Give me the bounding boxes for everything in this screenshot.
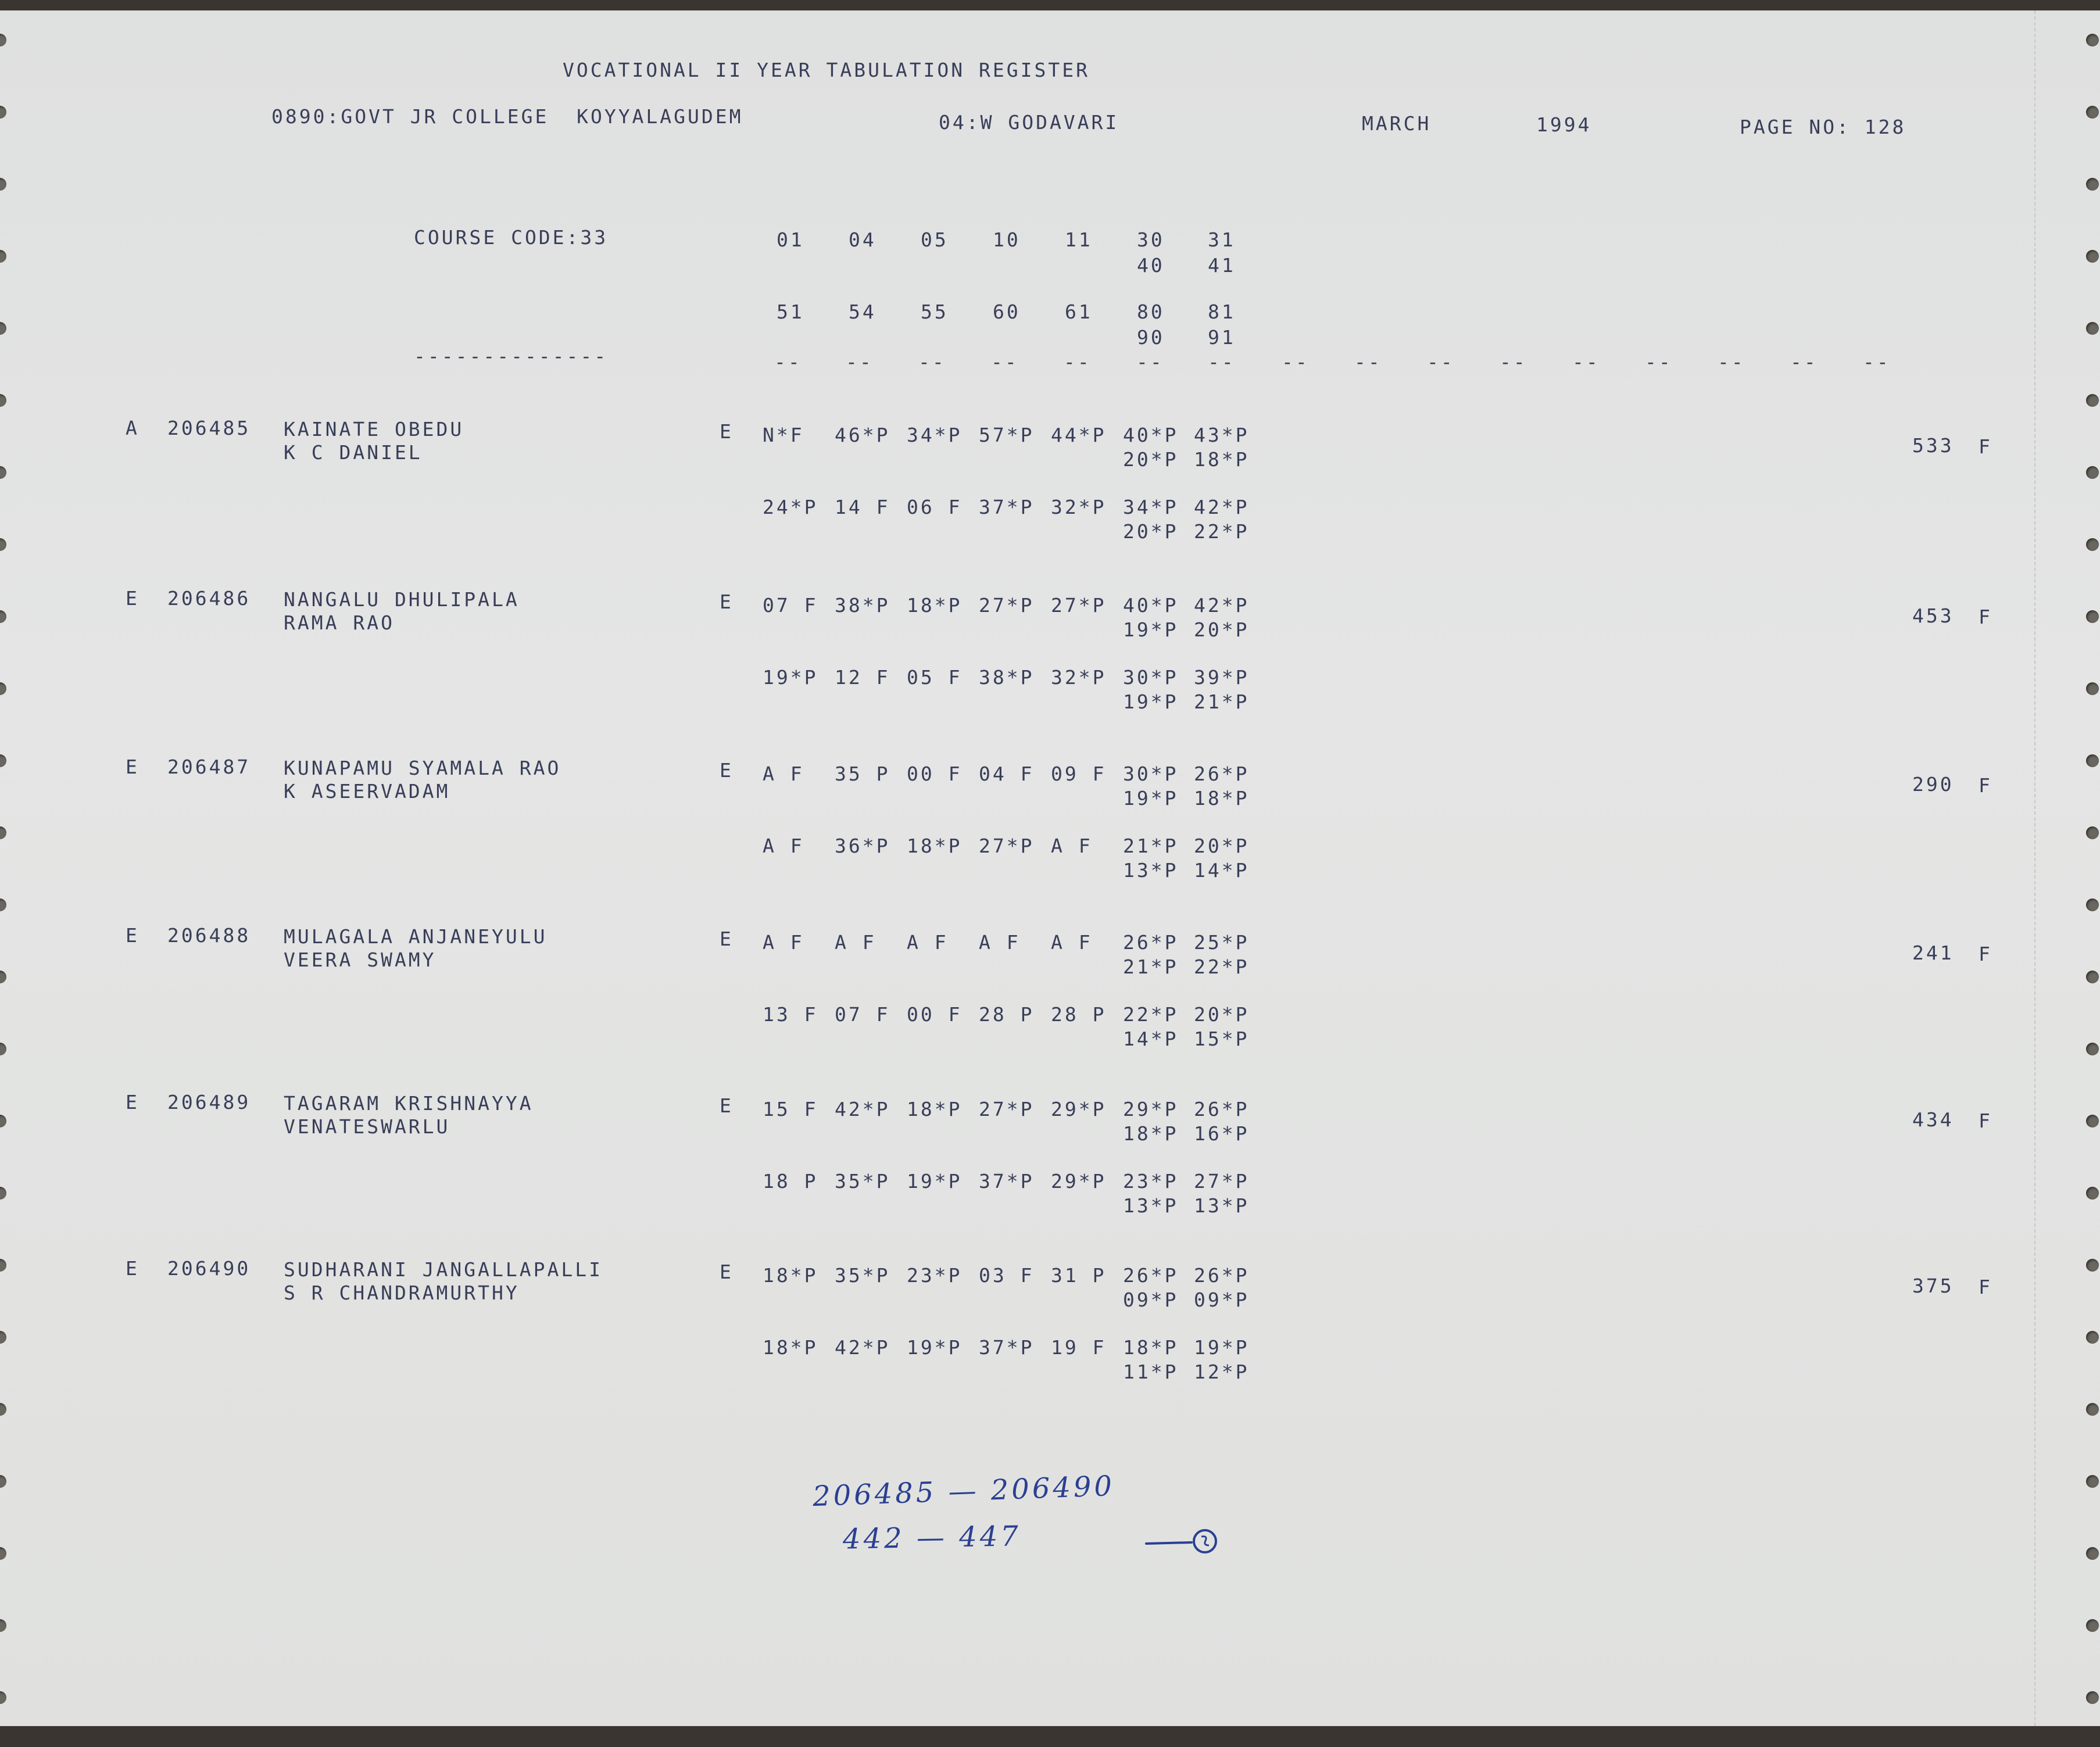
column-divider: --	[1500, 350, 1527, 373]
tractor-hole	[2086, 538, 2099, 551]
subject-code: 04	[849, 228, 877, 251]
mark-cell: 18*P	[763, 1336, 818, 1359]
column-divider: --	[1136, 350, 1164, 373]
mark-cell: 37*P	[979, 496, 1035, 518]
mark-cell: 14*P	[1123, 1028, 1179, 1050]
mark-cell: A F	[835, 931, 877, 954]
mark-cell: 57*P	[979, 424, 1035, 446]
mark-cell: A F	[763, 835, 804, 857]
tractor-hole	[2086, 394, 2099, 407]
mark-cell: 26*P	[1123, 1264, 1179, 1287]
mark-cell: 39*P	[1194, 666, 1250, 689]
subject-code: 90	[1137, 326, 1165, 349]
mark-cell: 13 F	[763, 1003, 818, 1026]
mark-cell: 20*P	[1123, 448, 1179, 471]
subject-code: 55	[921, 300, 949, 323]
tractor-hole	[0, 1475, 6, 1488]
mark-cell: 34*P	[1123, 496, 1179, 518]
roll-number: 206487	[167, 756, 251, 778]
father-name: K ASEERVADAM	[284, 780, 450, 803]
tractor-hole	[0, 1115, 6, 1127]
district-name: 04:W GODAVARI	[939, 111, 1119, 134]
handwritten-mark-icon	[1145, 1526, 1221, 1555]
student-category: E	[126, 924, 139, 947]
mark-cell: 12*P	[1194, 1361, 1250, 1383]
tractor-hole	[2086, 322, 2099, 335]
mark-cell: 06 F	[907, 496, 963, 518]
tractor-hole	[2086, 1115, 2099, 1127]
tractor-hole	[2086, 754, 2099, 767]
mark-cell: 19*P	[1123, 787, 1179, 810]
mark-cell: 32*P	[1051, 496, 1107, 518]
tractor-hole	[0, 250, 6, 263]
mark-cell: 26*P	[1194, 1264, 1250, 1287]
total-marks: 375	[1912, 1275, 1954, 1297]
mark-cell: 09*P	[1123, 1288, 1179, 1311]
subject-code: 41	[1208, 254, 1236, 277]
mark-cell: A F	[763, 762, 804, 785]
result-status: F	[1979, 774, 1992, 797]
column-divider: --	[774, 350, 802, 373]
mark-cell: 03 F	[979, 1264, 1035, 1287]
mark-cell: 38*P	[835, 594, 890, 617]
header-rule: --------------	[414, 345, 609, 367]
tractor-hole	[0, 538, 6, 551]
course-code-label: COURSE CODE:33	[414, 226, 609, 249]
student-name: MULAGALA ANJANEYULU	[284, 925, 548, 948]
roll-number: 206488	[167, 924, 251, 947]
roll-number: 206486	[167, 587, 251, 610]
column-divider: --	[1354, 350, 1382, 373]
mark-cell: 27*P	[979, 1098, 1035, 1120]
register-sheet	[0, 10, 2100, 1726]
mark-cell: 13*P	[1123, 859, 1179, 882]
mark-cell: 18*P	[1194, 787, 1250, 810]
mark-cell: 32*P	[1051, 666, 1107, 689]
mark-cell: 22*P	[1194, 955, 1250, 978]
subject-code: 81	[1208, 300, 1236, 323]
subject-code: 60	[993, 300, 1021, 323]
mark-cell: 22*P	[1123, 1003, 1179, 1026]
mark-cell: 40*P	[1123, 424, 1179, 446]
tractor-hole	[0, 34, 6, 46]
mark-cell: 13*P	[1194, 1194, 1250, 1217]
tractor-hole	[2086, 106, 2099, 119]
subject-code: 05	[921, 228, 949, 251]
mark-cell: 00 F	[907, 762, 963, 785]
result-status: F	[1979, 606, 1992, 628]
mark-cell: 19*P	[907, 1170, 963, 1193]
tractor-hole	[2086, 1187, 2099, 1200]
right-tractor-strip	[2065, 10, 2100, 1726]
tractor-hole	[0, 1259, 6, 1272]
exam-year: 1994	[1536, 113, 1592, 136]
mark-cell: 44*P	[1051, 424, 1107, 446]
subject-code: 51	[777, 300, 804, 323]
mark-cell: 18*P	[907, 594, 963, 617]
mark-cell: 22*P	[1194, 520, 1250, 543]
mark-cell: 21*P	[1194, 690, 1250, 713]
mark-cell: 19 F	[1051, 1336, 1107, 1359]
mark-cell: 18 P	[763, 1170, 818, 1193]
tractor-hole	[2086, 1331, 2099, 1344]
mark-cell: 26*P	[1123, 931, 1179, 954]
mark-cell: 19*P	[763, 666, 818, 689]
mark-cell: 18*P	[1194, 448, 1250, 471]
column-divider: --	[1572, 350, 1600, 373]
mark-cell: 26*P	[1194, 762, 1250, 785]
mark-cell: 38*P	[979, 666, 1035, 689]
page-number: PAGE NO: 128	[1740, 116, 1906, 138]
left-tractor-strip	[0, 10, 17, 1726]
mark-cell: 42*P	[1194, 496, 1250, 518]
mark-cell: 21*P	[1123, 835, 1179, 857]
mark-cell: 20*P	[1194, 1003, 1250, 1026]
mark-cell: 12 F	[835, 666, 890, 689]
student-name: NANGALU DHULIPALA	[284, 588, 520, 611]
subject-code: 91	[1208, 326, 1236, 349]
mark-cell: A F	[763, 931, 804, 954]
column-divider: --	[1427, 350, 1455, 373]
tractor-hole	[0, 1619, 6, 1632]
college-name: 0890:GOVT JR COLLEGE KOYYALAGUDEM	[271, 105, 743, 128]
tractor-hole	[0, 394, 6, 407]
mark-cell: 24*P	[763, 496, 818, 518]
mark-cell: 29*P	[1051, 1170, 1107, 1193]
father-name: RAMA RAO	[284, 611, 395, 634]
total-marks: 290	[1912, 773, 1954, 796]
mark-cell: 40*P	[1123, 594, 1179, 617]
mark-cell: 27*P	[1194, 1170, 1250, 1193]
mark-cell: 36*P	[835, 835, 890, 857]
result-status: F	[1979, 1276, 1992, 1298]
student-category: E	[126, 587, 139, 610]
subject-code: 30	[1137, 228, 1165, 251]
mark-cell: 20*P	[1123, 520, 1179, 543]
tractor-hole	[0, 971, 6, 983]
tractor-hole	[0, 1187, 6, 1200]
mark-cell: 21*P	[1123, 955, 1179, 978]
mark-cell: 23*P	[907, 1264, 963, 1287]
mark-cell: 37*P	[979, 1336, 1035, 1359]
tractor-hole	[2086, 1403, 2099, 1416]
mark-cell: 00 F	[907, 1003, 963, 1026]
mark-cell: 07 F	[835, 1003, 890, 1026]
mark-cell: 27*P	[979, 835, 1035, 857]
medium: E	[720, 420, 734, 443]
mark-cell: 29*P	[1123, 1098, 1179, 1120]
mark-cell: 05 F	[907, 666, 963, 689]
column-divider: --	[1645, 350, 1673, 373]
mark-cell: 31 P	[1051, 1264, 1107, 1287]
column-divider: --	[1863, 350, 1891, 373]
mark-cell: 29*P	[1051, 1098, 1107, 1120]
subject-code: 10	[993, 228, 1021, 251]
mark-cell: A F	[1051, 931, 1093, 954]
subject-code: 80	[1137, 300, 1165, 323]
column-divider: --	[1064, 350, 1092, 373]
mark-cell: 14*P	[1194, 859, 1250, 882]
mark-cell: 04 F	[979, 762, 1035, 785]
mark-cell: 18*P	[1123, 1122, 1179, 1145]
column-divider: --	[846, 350, 874, 373]
result-status: F	[1979, 1109, 1992, 1132]
tractor-hole	[2086, 898, 2099, 911]
father-name: VENATESWARLU	[284, 1115, 450, 1138]
medium: E	[720, 928, 734, 950]
mark-cell: 43*P	[1194, 424, 1250, 446]
result-status: F	[1979, 435, 1992, 458]
tractor-hole	[0, 682, 6, 695]
father-name: K C DANIEL	[284, 441, 423, 464]
student-category: E	[126, 1091, 139, 1114]
mark-cell: 25*P	[1194, 931, 1250, 954]
mark-cell: 30*P	[1123, 762, 1179, 785]
roll-number: 206485	[167, 417, 251, 439]
column-divider: --	[1208, 350, 1236, 373]
perforation-line	[2034, 10, 2035, 1726]
tractor-hole	[0, 898, 6, 911]
mark-cell: 42*P	[835, 1098, 890, 1120]
mark-cell: 19*P	[1123, 618, 1179, 641]
mark-cell: A F	[1051, 835, 1093, 857]
mark-cell: 19*P	[1194, 1336, 1250, 1359]
tractor-hole	[0, 106, 6, 119]
column-divider: --	[1790, 350, 1818, 373]
student-category: E	[126, 756, 139, 778]
mark-cell: 18*P	[1123, 1336, 1179, 1359]
mark-cell: 09*P	[1194, 1288, 1250, 1311]
tractor-hole	[2086, 1691, 2099, 1704]
handwritten-serial-range: 442 — 447	[842, 1520, 1022, 1556]
mark-cell: 14 F	[835, 496, 890, 518]
subject-code: 54	[849, 300, 877, 323]
tractor-hole	[2086, 250, 2099, 263]
column-divider: --	[1718, 350, 1745, 373]
subject-code: 40	[1137, 254, 1165, 277]
report-title: VOCATIONAL II YEAR TABULATION REGISTER	[563, 59, 1090, 81]
tractor-hole	[0, 178, 6, 191]
subject-code: 31	[1208, 228, 1236, 251]
student-category: A	[126, 417, 139, 439]
father-name: VEERA SWAMY	[284, 948, 437, 971]
tractor-hole	[0, 1691, 6, 1704]
mark-cell: 35*P	[835, 1170, 890, 1193]
mark-cell: 18*P	[907, 835, 963, 857]
tractor-hole	[0, 1403, 6, 1416]
tractor-hole	[0, 466, 6, 479]
exam-month: MARCH	[1362, 112, 1432, 135]
tractor-hole	[2086, 682, 2099, 695]
mark-cell: 27*P	[979, 594, 1035, 617]
tractor-hole	[0, 322, 6, 335]
mark-cell: 35 P	[835, 762, 890, 785]
roll-number: 206490	[167, 1257, 251, 1280]
handwritten-roll-range: 206485 — 206490	[812, 1469, 1115, 1513]
mark-cell: 15*P	[1194, 1028, 1250, 1050]
column-divider: --	[918, 350, 946, 373]
father-name: S R CHANDRAMURTHY	[284, 1281, 520, 1304]
column-divider: --	[1282, 350, 1310, 373]
medium: E	[720, 1094, 734, 1117]
tractor-hole	[2086, 826, 2099, 839]
mark-cell: A F	[979, 931, 1021, 954]
mark-cell: 28 P	[979, 1003, 1035, 1026]
mark-cell: 19*P	[1123, 690, 1179, 713]
tractor-hole	[2086, 178, 2099, 191]
subject-code: 61	[1065, 300, 1093, 323]
student-name: TAGARAM KRISHNAYYA	[284, 1092, 534, 1115]
tractor-hole	[2086, 466, 2099, 479]
tractor-hole	[0, 1547, 6, 1560]
mark-cell: 28 P	[1051, 1003, 1107, 1026]
student-category: E	[126, 1257, 139, 1280]
result-status: F	[1979, 943, 1992, 965]
tractor-hole	[2086, 610, 2099, 623]
mark-cell: 19*P	[907, 1336, 963, 1359]
mark-cell: 35*P	[835, 1264, 890, 1287]
tractor-hole	[2086, 34, 2099, 46]
mark-cell: 18*P	[763, 1264, 818, 1287]
tractor-hole	[0, 1331, 6, 1344]
roll-number: 206489	[167, 1091, 251, 1114]
mark-cell: A F	[907, 931, 949, 954]
total-marks: 241	[1912, 941, 1954, 964]
mark-cell: 16*P	[1194, 1122, 1250, 1145]
mark-cell: 46*P	[835, 424, 890, 446]
column-divider: --	[991, 350, 1019, 373]
tractor-hole	[0, 610, 6, 623]
tractor-hole	[0, 754, 6, 767]
student-name: KAINATE OBEDU	[284, 418, 464, 441]
mark-cell: 42*P	[1194, 594, 1250, 617]
mark-cell: 42*P	[835, 1336, 890, 1359]
mark-cell: 23*P	[1123, 1170, 1179, 1193]
tractor-hole	[2086, 1043, 2099, 1055]
mark-cell: 18*P	[907, 1098, 963, 1120]
total-marks: 453	[1912, 604, 1954, 627]
mark-cell: 20*P	[1194, 835, 1250, 857]
subject-code: 01	[777, 228, 804, 251]
mark-cell: 11*P	[1123, 1361, 1179, 1383]
student-name: KUNAPAMU SYAMALA RAO	[284, 757, 561, 779]
mark-cell: 27*P	[1051, 594, 1107, 617]
tractor-hole	[0, 826, 6, 839]
mark-cell: 13*P	[1123, 1194, 1179, 1217]
subject-code: 11	[1065, 228, 1093, 251]
mark-cell: N*F	[763, 424, 804, 446]
total-marks: 533	[1912, 434, 1954, 457]
mark-cell: 37*P	[979, 1170, 1035, 1193]
medium: E	[720, 759, 734, 782]
tractor-hole	[2086, 971, 2099, 983]
tractor-hole	[2086, 1259, 2099, 1272]
mark-cell: 07 F	[763, 594, 818, 617]
tractor-hole	[2086, 1475, 2099, 1488]
tractor-hole	[0, 1043, 6, 1055]
mark-cell: 15 F	[763, 1098, 818, 1120]
mark-cell: 34*P	[907, 424, 963, 446]
medium: E	[720, 1261, 734, 1283]
mark-cell: 09 F	[1051, 762, 1107, 785]
medium: E	[720, 590, 734, 613]
student-name: SUDHARANI JANGALLAPALLI	[284, 1258, 603, 1281]
mark-cell: 30*P	[1123, 666, 1179, 689]
mark-cell: 20*P	[1194, 618, 1250, 641]
tractor-hole	[2086, 1547, 2099, 1560]
mark-cell: 26*P	[1194, 1098, 1250, 1120]
tractor-hole	[2086, 1619, 2099, 1632]
total-marks: 434	[1912, 1108, 1954, 1131]
